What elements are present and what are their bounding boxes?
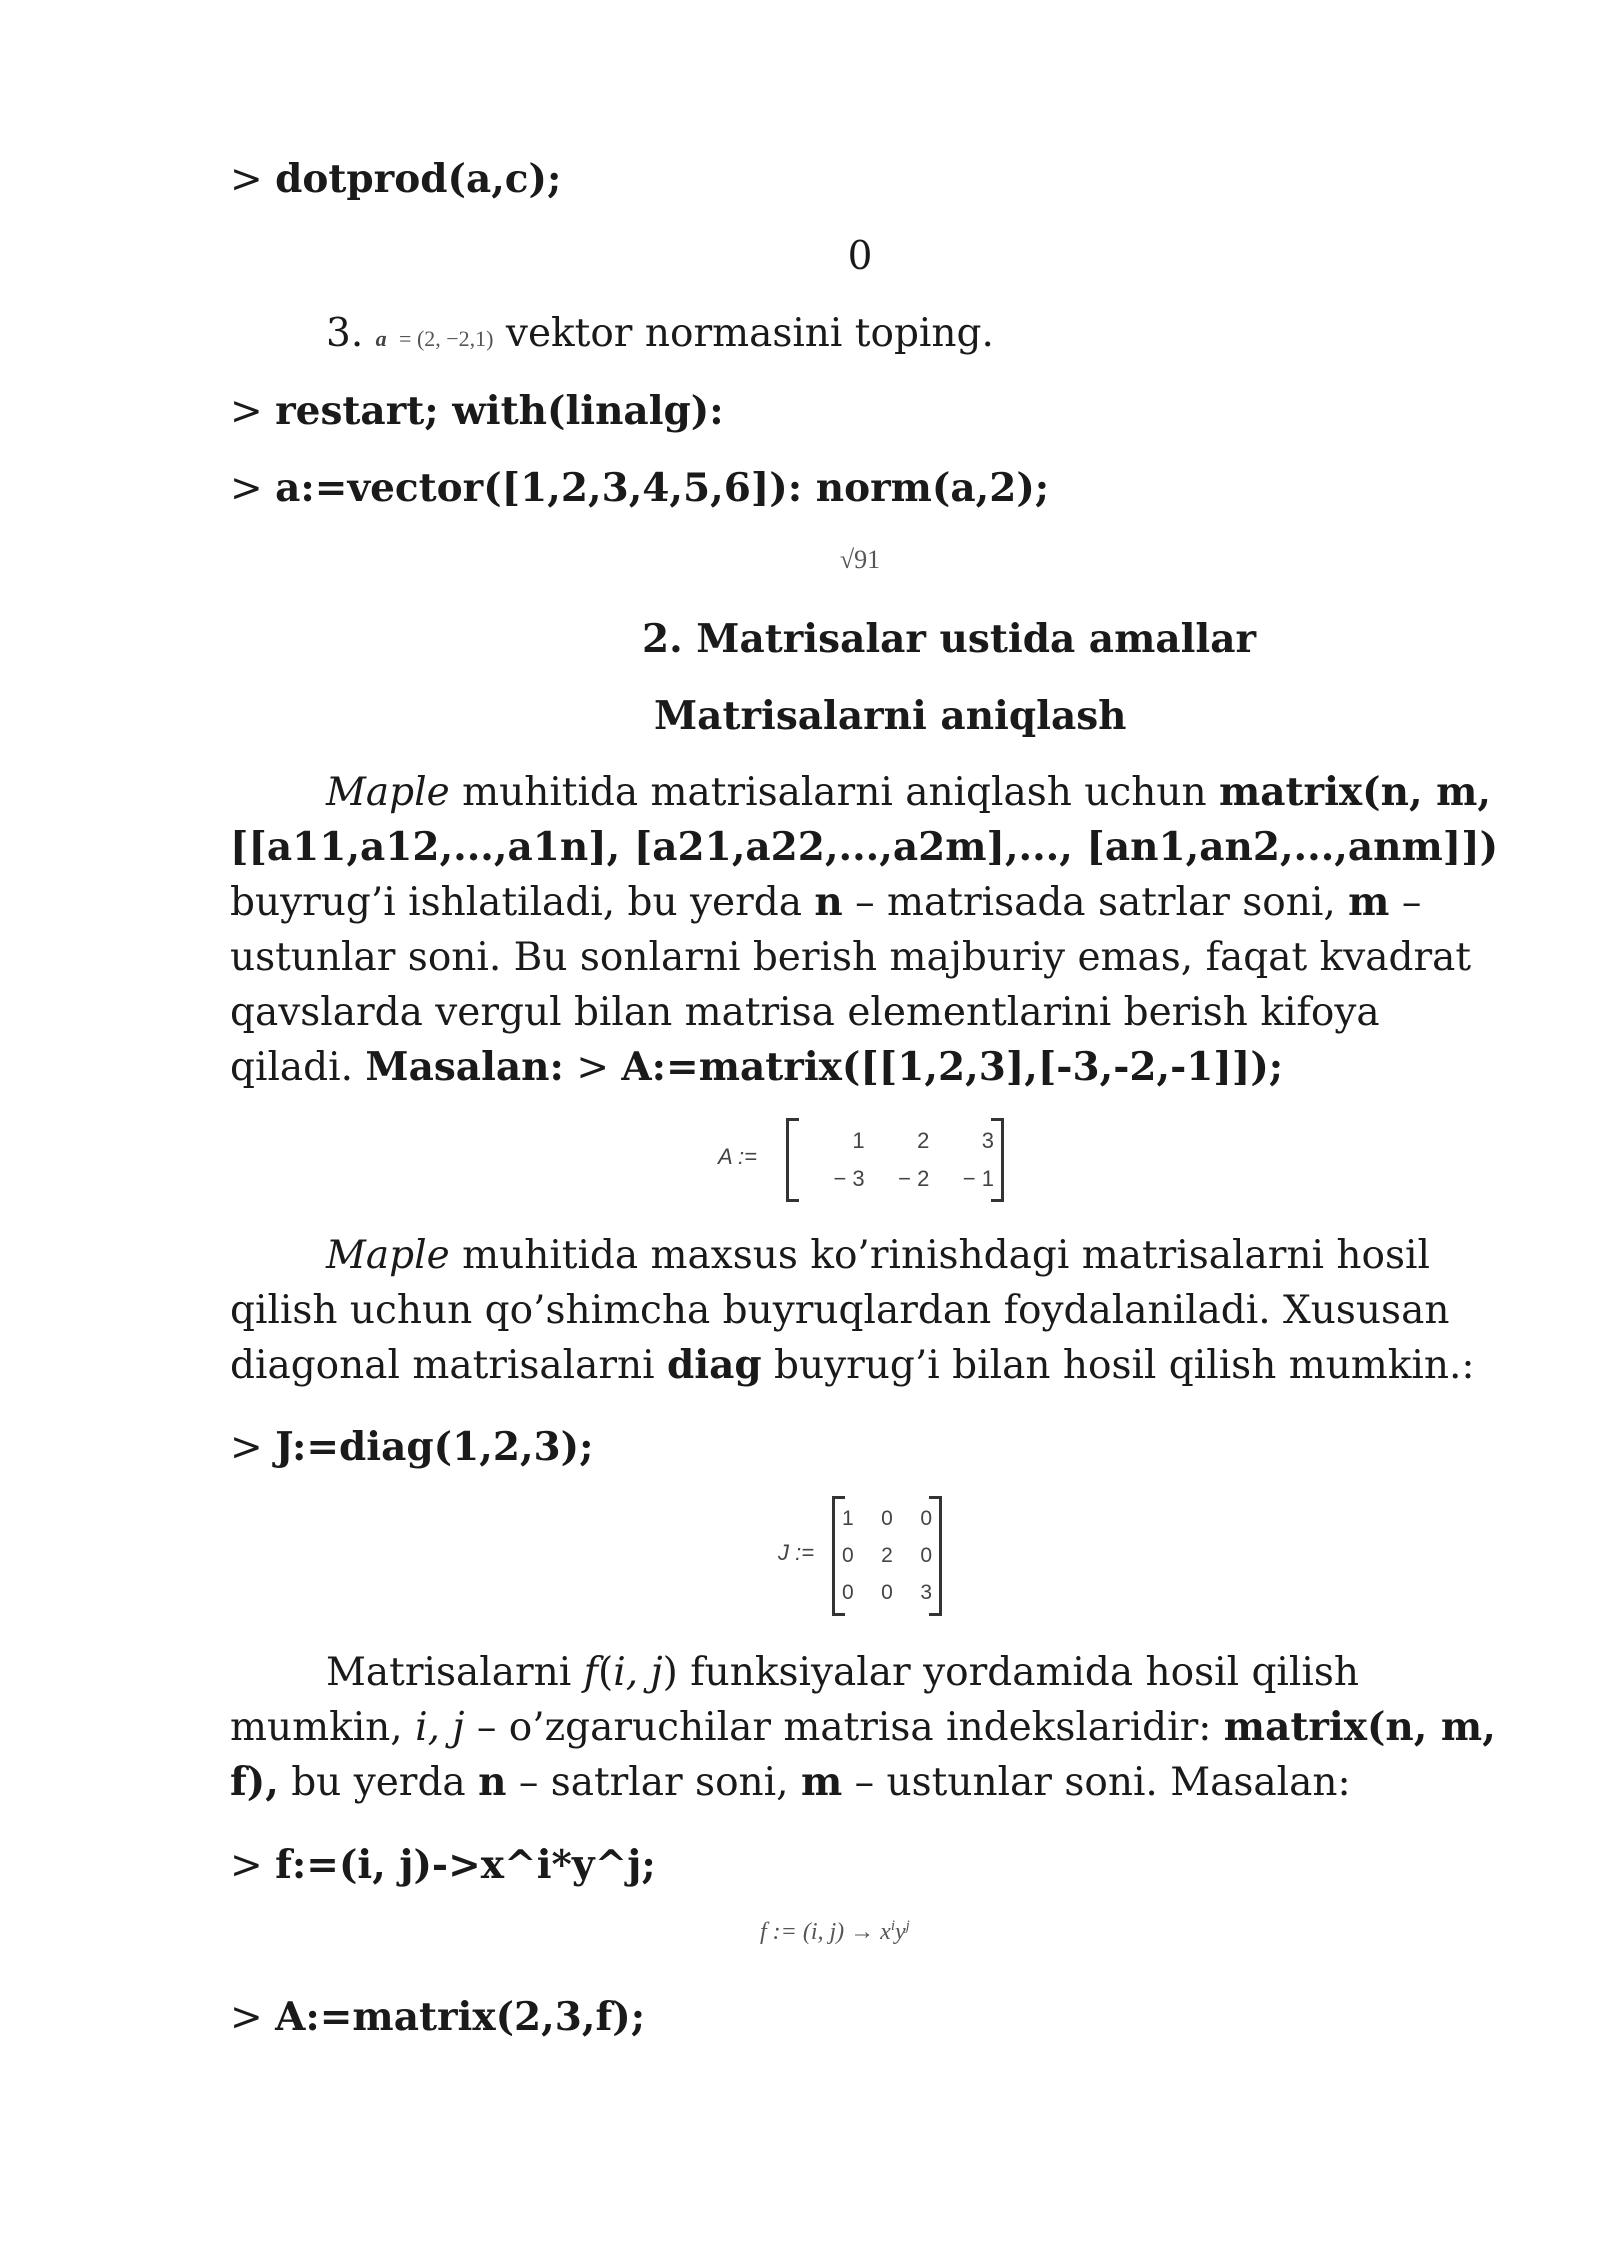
maple-command-line	[230, 461, 1490, 516]
prompt-symbol: >	[230, 1995, 263, 2040]
function-name: f	[583, 1650, 599, 1695]
section-title: 2. Matrisalar ustida amallar	[642, 616, 1257, 662]
paragraph	[230, 765, 1500, 1095]
text-run: – matrisada satrlar soni,	[842, 880, 1349, 925]
paragraph	[230, 1645, 1500, 1810]
exponent-j: j	[905, 1918, 910, 1934]
maple-command-line	[230, 1838, 1490, 1893]
text-run: (	[598, 1650, 614, 1695]
matrix-cell: 1	[852, 1128, 865, 1153]
maple-command-line	[230, 1990, 1490, 2045]
param-n: n	[814, 879, 843, 925]
command-text: dotprod(a,c);	[275, 156, 562, 202]
matrix-body	[832, 1496, 942, 1616]
text-run: muhitida matrisalarni aniqlash uchun	[449, 770, 1219, 815]
matrix-cell: 0	[881, 1506, 893, 1530]
vector-symbol: a	[375, 326, 387, 351]
matrix-label: A :=	[718, 1144, 757, 1169]
command-text: f:=(i, j)->x^i*y^j;	[275, 1842, 656, 1888]
maple-output	[230, 540, 1490, 580]
matrix-cell: 0	[842, 1580, 854, 1604]
matrix-table	[800, 1122, 994, 1198]
function-output	[760, 1918, 1020, 1958]
text-run: – ustunlar soni. Bu sonlarni berish majburiy emas, faqat kvadrat qavslarda vergul bilan matrisa elementlarini berish kifoya qiladi.	[230, 880, 1472, 1090]
param-n: n	[478, 1759, 507, 1805]
command-name: diag	[667, 1342, 762, 1388]
maple-output	[230, 230, 1490, 284]
left-bracket	[786, 1118, 799, 1202]
param-m: m	[800, 1759, 843, 1805]
command-text: A:=matrix([[1,2,3],[-3,-2,-1]]);	[621, 1044, 1284, 1090]
output-value: 0	[847, 234, 873, 279]
matrix-cell: − 3	[833, 1166, 865, 1191]
text-run: ) funksiyalar yordamida hosil qilish mumkin,	[230, 1650, 1359, 1750]
prompt-symbol: >	[563, 1045, 622, 1090]
matrix-cell: 0	[920, 1543, 932, 1567]
prompt-symbol: >	[230, 389, 263, 434]
maple-command-line	[230, 384, 1490, 439]
maple-command-line	[230, 152, 1490, 207]
text-run: buyrug’i bilan hosil qilish mumkin.:	[761, 1343, 1475, 1388]
exponent-i: i	[890, 1918, 895, 1934]
function-expr: y	[895, 1919, 906, 1945]
param-m: m	[1348, 879, 1390, 925]
task-number: 3.	[326, 311, 364, 356]
matrix-cell: 0	[920, 1506, 932, 1530]
matrix-cell: − 2	[898, 1166, 930, 1191]
matrix-cell: − 1	[962, 1166, 994, 1191]
index-vars: i, j	[613, 1650, 663, 1695]
index-vars: i, j	[415, 1705, 465, 1750]
matrix-cell: 0	[881, 1580, 893, 1604]
matrix-output-j	[778, 1496, 978, 1616]
vector-definition: = (2, −2,1)	[399, 326, 494, 351]
matrix-cell: 2	[917, 1128, 930, 1153]
matrix-cell: 2	[881, 1543, 893, 1567]
maple-name: Maple	[326, 770, 450, 815]
command-text: restart; with(linalg):	[275, 388, 724, 434]
sqrt-output: √91	[839, 545, 881, 574]
example-label: Masalan:	[365, 1044, 564, 1090]
matrix-label: J :=	[778, 1540, 815, 1565]
command-syntax: matrix(n, m, [[a11,a12,...,a1n], [a21,a22,...,a2m],..., [an1,an2,...,anm]])	[230, 769, 1499, 870]
task-statement	[326, 307, 1586, 366]
matrix-cell: 3	[981, 1128, 994, 1153]
text-run: bu yerda	[278, 1760, 479, 1805]
function-expr: f := (i, j) → x	[760, 1919, 891, 1945]
prompt-symbol: >	[230, 157, 263, 202]
matrix-body	[786, 1118, 1004, 1202]
text-run: buyrug’i ishlatiladi, bu yerda	[230, 880, 815, 925]
prompt-symbol: >	[230, 1425, 263, 1470]
text-run: Matrisalarni	[326, 1650, 584, 1695]
text-run: – ustunlar soni. Masalan:	[842, 1760, 1351, 1805]
prompt-symbol: >	[230, 1843, 263, 1888]
maple-command-line	[230, 1420, 1490, 1475]
maple-name: Maple	[326, 1233, 450, 1278]
text-run: – satrlar soni,	[506, 1760, 801, 1805]
command-text: A:=matrix(2,3,f);	[275, 1994, 646, 2040]
subsection-title: Matrisalarni aniqlash	[654, 693, 1127, 739]
command-text: a:=vector([1,2,3,4,5,6]): norm(a,2);	[275, 465, 1050, 511]
matrix-table	[842, 1500, 932, 1611]
paragraph	[230, 1228, 1500, 1393]
matrix-cell: 3	[920, 1580, 932, 1604]
task-text: vektor normasini toping.	[505, 311, 994, 356]
matrix-cell: 0	[842, 1543, 854, 1567]
text-run: – o’zgaruchilar matrisa indekslaridir:	[464, 1705, 1224, 1750]
prompt-symbol: >	[230, 466, 263, 511]
text-run: muhitida maxsus ko’rinishdagi matrisalarni hosil qilish uchun qo’shimcha buyruqlardan foydalaniladi. Xususan diagonal matrisalarni	[230, 1233, 1450, 1388]
command-text: J:=diag(1,2,3);	[275, 1424, 594, 1470]
command-syntax: matrix(n, m, f),	[230, 1704, 1496, 1805]
matrix-cell: 1	[842, 1506, 854, 1530]
matrix-output-a	[718, 1118, 1018, 1202]
